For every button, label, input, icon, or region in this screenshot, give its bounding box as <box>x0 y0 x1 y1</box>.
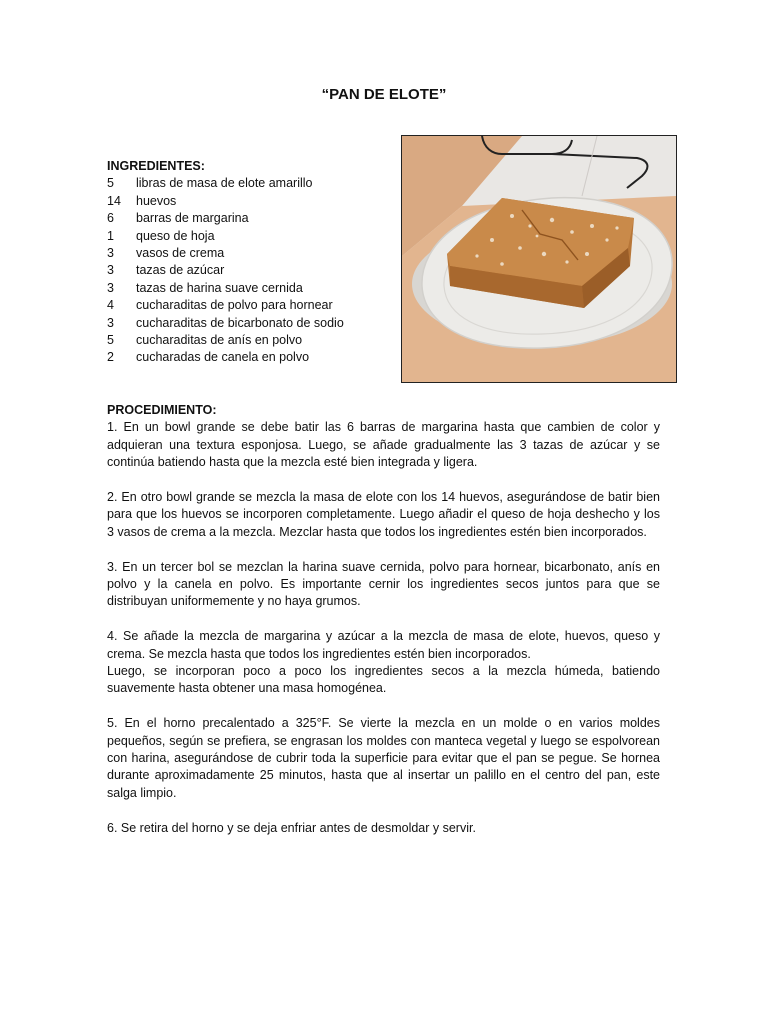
ingredient-text: vasos de crema <box>136 246 225 261</box>
sugar-speck <box>500 262 504 266</box>
ingredient-text: cucharadas de canela en polvo <box>136 350 310 365</box>
sugar-speck <box>490 238 494 242</box>
sugar-speck <box>615 226 618 229</box>
procedure-step-4-part-b: Luego, se incorporan poco a poco los ingredientes secos a la mezcla húmeda, batiendo suavemente hasta obtener una masa homogénea. <box>107 664 660 696</box>
ingredient-text: huevos <box>136 193 177 208</box>
ingredient-item <box>107 280 387 297</box>
procedure-step-4 <box>107 628 660 698</box>
ingredient-qty: 5 <box>107 333 114 348</box>
sugar-speck <box>475 254 478 257</box>
corn-bread-illustration <box>402 136 676 382</box>
corn-bread-photo <box>401 135 677 383</box>
ingredient-text: cucharaditas de polvo para hornear <box>136 298 333 313</box>
ingredient-item <box>107 315 387 332</box>
sugar-speck <box>542 252 546 256</box>
procedure-step-2: 2. En otro bowl grande se mezcla la masa de elote con los 14 huevos, asegurándose de batir bien para que los huevos se incorporen completamente. Luego añadir el queso de hoja deshecho y los 3 vasos de crema a la mezcla. Mezclar hasta que todos los ingredientes estén bien incorporados. <box>107 490 660 539</box>
sugar-speck <box>536 235 539 238</box>
ingredient-qty: 3 <box>107 246 114 261</box>
sugar-speck <box>570 230 574 234</box>
recipe-title: “PAN DE ELOTE” <box>321 86 447 103</box>
procedure-step-4-part-a: 4. Se añade la mezcla de margarina y azúcar a la mezcla de masa de elote, huevos, queso y crema. Se mezcla hasta que todos los ingredientes estén bien incorporados. <box>107 629 660 661</box>
ingredient-qty: 5 <box>107 176 114 191</box>
procedure-step-1: 1. En un bowl grande se debe batir las 6 barras de margarina hasta que cambien de color y adquieran una textura esponjosa. Luego, se añade gradualmente las 3 tazas de azúcar y se continúa batiendo hasta que la mezcla esté bien integrada y ligera. <box>107 420 660 470</box>
ingredient-qty: 3 <box>107 280 114 295</box>
ingredient-text: cucharaditas de anís en polvo <box>136 333 303 348</box>
ingredient-item <box>107 332 387 349</box>
ingredient-item <box>107 245 387 262</box>
procedure-step-6: 6. Se retira del horno y se deja enfriar antes de desmoldar y servir. <box>107 820 476 835</box>
ingredient-text: barras de margarina <box>136 211 249 226</box>
ingredient-item <box>107 262 387 279</box>
ingredient-qty: 3 <box>107 315 114 330</box>
sugar-speck <box>528 224 531 227</box>
ingredients-heading: INGREDIENTES: <box>107 159 205 173</box>
ingredient-item <box>107 210 387 227</box>
ingredient-text: tazas de azúcar <box>136 263 225 278</box>
sugar-speck <box>605 238 608 241</box>
sugar-speck <box>550 218 554 222</box>
procedure-section <box>107 402 660 854</box>
ingredient-text: queso de hoja <box>136 228 215 243</box>
ingredient-qty: 4 <box>107 298 114 313</box>
ingredient-item <box>107 228 387 245</box>
ingredients-section <box>107 158 387 367</box>
sugar-speck <box>518 246 522 250</box>
procedure-step-3: 3. En un tercer bol se mezclan la harina suave cernida, polvo para hornear, bicarbonato, anís en polvo y la canela en polvo. Es importante cernir los ingredientes secos juntos para que se distribuyan uniformemente y no haya grumos. <box>107 559 660 609</box>
sugar-speck <box>590 224 594 228</box>
ingredient-qty: 1 <box>107 228 114 243</box>
ingredient-text: cucharaditas de bicarbonato de sodio <box>136 315 344 330</box>
sugar-speck <box>510 214 514 218</box>
ingredient-item <box>107 193 387 210</box>
ingredient-qty: 6 <box>107 211 114 226</box>
sugar-speck <box>565 260 568 263</box>
sugar-speck <box>585 252 589 256</box>
ingredient-qty: 3 <box>107 263 114 278</box>
procedure-step-5: 5. En el horno precalentado a 325°F. Se vierte la mezcla en un molde o en varios moldes pequeños, según se prefiera, se engrasan los moldes con manteca vegetal y luego se espolvorean con harina, asegurándose de cubrir toda la superficie para evitar que el pan se pegue. Se hornea durante aproximadamente 25 minutos, hasta que al insertar un palillo en el centro del pan, este salga limpio. <box>107 716 660 800</box>
ingredient-qty: 14 <box>107 193 121 208</box>
ingredient-text: tazas de harina suave cernida <box>136 280 303 295</box>
procedure-heading: PROCEDIMIENTO: <box>107 403 217 417</box>
ingredient-item <box>107 175 387 192</box>
ingredient-qty: 2 <box>107 350 114 365</box>
ingredient-text: libras de masa de elote amarillo <box>136 176 313 191</box>
ingredient-item <box>107 349 387 366</box>
ingredient-item <box>107 297 387 314</box>
